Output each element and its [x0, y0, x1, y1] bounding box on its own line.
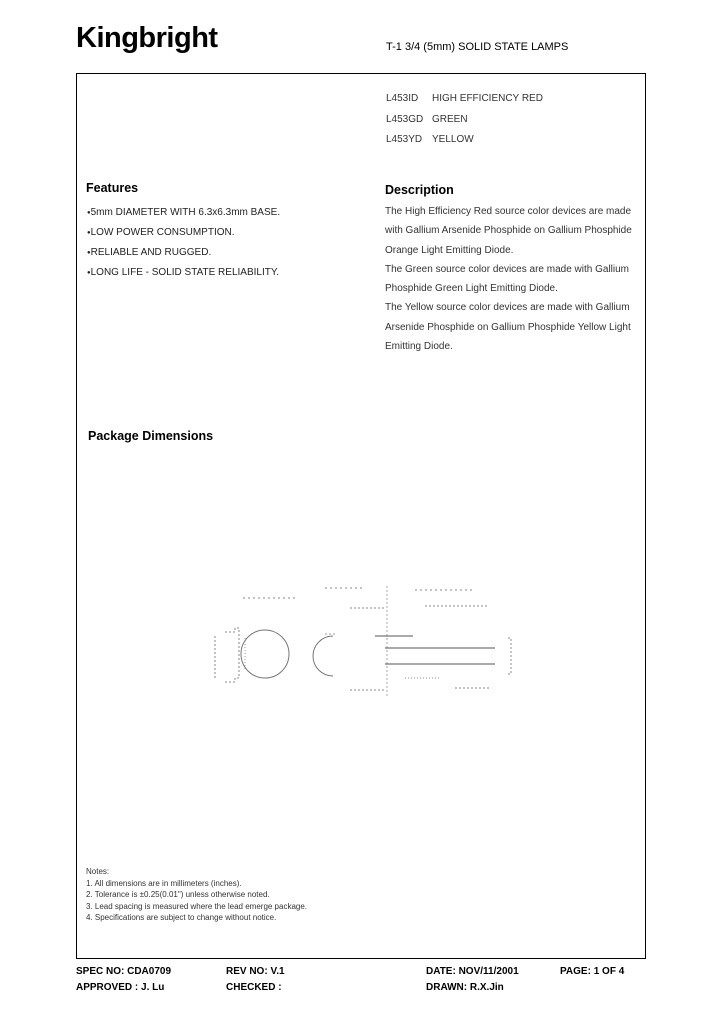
approved-by: APPROVED : J. Lu: [76, 982, 165, 993]
notes-block: [86, 866, 307, 924]
description-paragraph: The Green source color devices are made with Gallium Phosphide Green Light Emitting Diode.: [385, 263, 629, 295]
feature-text: LOW POWER CONSUMPTION.: [90, 227, 235, 238]
part-row: [386, 110, 543, 131]
part-color: YELLOW: [432, 134, 474, 145]
part-color: HIGH EFFICIENCY RED: [432, 93, 543, 104]
features-heading: Features: [86, 181, 139, 195]
description-paragraph: The Yellow source color devices are made with Gallium Arsenide Phosphide on Gallium Phosphide Yellow Light Emitting Diode.: [385, 302, 631, 353]
description-paragraph: The High Efficiency Red source color devices are made with Gallium Arsenide Phosphide on Gallium Phosphide Orange Light Emitting Diode.: [385, 206, 632, 256]
note-item: 4. Specifications are subject to change without notice.: [86, 913, 277, 922]
checked-by: CHECKED :: [226, 982, 282, 993]
part-code: L453GD: [386, 113, 424, 125]
document-title: T-1 3/4 (5mm) SOLID STATE LAMPS: [386, 41, 569, 53]
bullet-icon: ●: [87, 270, 91, 276]
lead-end: [508, 638, 511, 674]
part-color: GREEN: [432, 113, 468, 125]
bullet-icon: ●: [87, 250, 91, 256]
drawn-by: DRAWN: R.X.Jin: [426, 982, 504, 993]
part-row: [386, 130, 543, 151]
part-row: [386, 89, 543, 110]
date: DATE: NOV/11/2001: [426, 966, 519, 977]
bullet-icon: ●: [87, 210, 91, 216]
description-body: [385, 202, 637, 356]
note-item: 2. Tolerance is ±0.25(0.01") unless otherwise noted.: [86, 890, 270, 899]
feature-item: [87, 243, 280, 263]
bullet-icon: ●: [87, 230, 91, 236]
lamp-side-arc: [313, 636, 333, 676]
lamp-top-view: [241, 630, 289, 678]
brand-logo: Kingbright: [76, 22, 218, 54]
feature-text: RELIABLE AND RUGGED.: [90, 247, 212, 258]
description-heading: Description: [385, 183, 454, 197]
package-dimension-drawing: [205, 578, 525, 706]
feature-item: [87, 223, 280, 243]
package-dimensions-heading: Package Dimensions: [88, 429, 214, 443]
base-outline: [225, 628, 239, 682]
feature-item: [87, 263, 280, 283]
part-code: L453ID: [386, 93, 419, 104]
spec-number: SPEC NO: CDA0709: [76, 966, 172, 977]
notes-title: Notes:: [86, 867, 110, 876]
feature-item: [87, 203, 280, 223]
part-code: L453YD: [386, 134, 423, 145]
note-item: 1. All dimensions are in millimeters (inches).: [86, 878, 242, 888]
part-number-list: [386, 89, 543, 151]
note-item: 3. Lead spacing is measured where the lead emerge package.: [86, 901, 308, 911]
page-number: PAGE: 1 OF 4: [560, 966, 625, 977]
feature-text: 5mm DIAMETER WITH 6.3x6.3mm BASE.: [90, 207, 281, 218]
features-list: [87, 203, 280, 283]
feature-text: LONG LIFE - SOLID STATE RELIABILITY.: [90, 267, 280, 278]
revision-number: REV NO: V.1: [226, 966, 285, 977]
